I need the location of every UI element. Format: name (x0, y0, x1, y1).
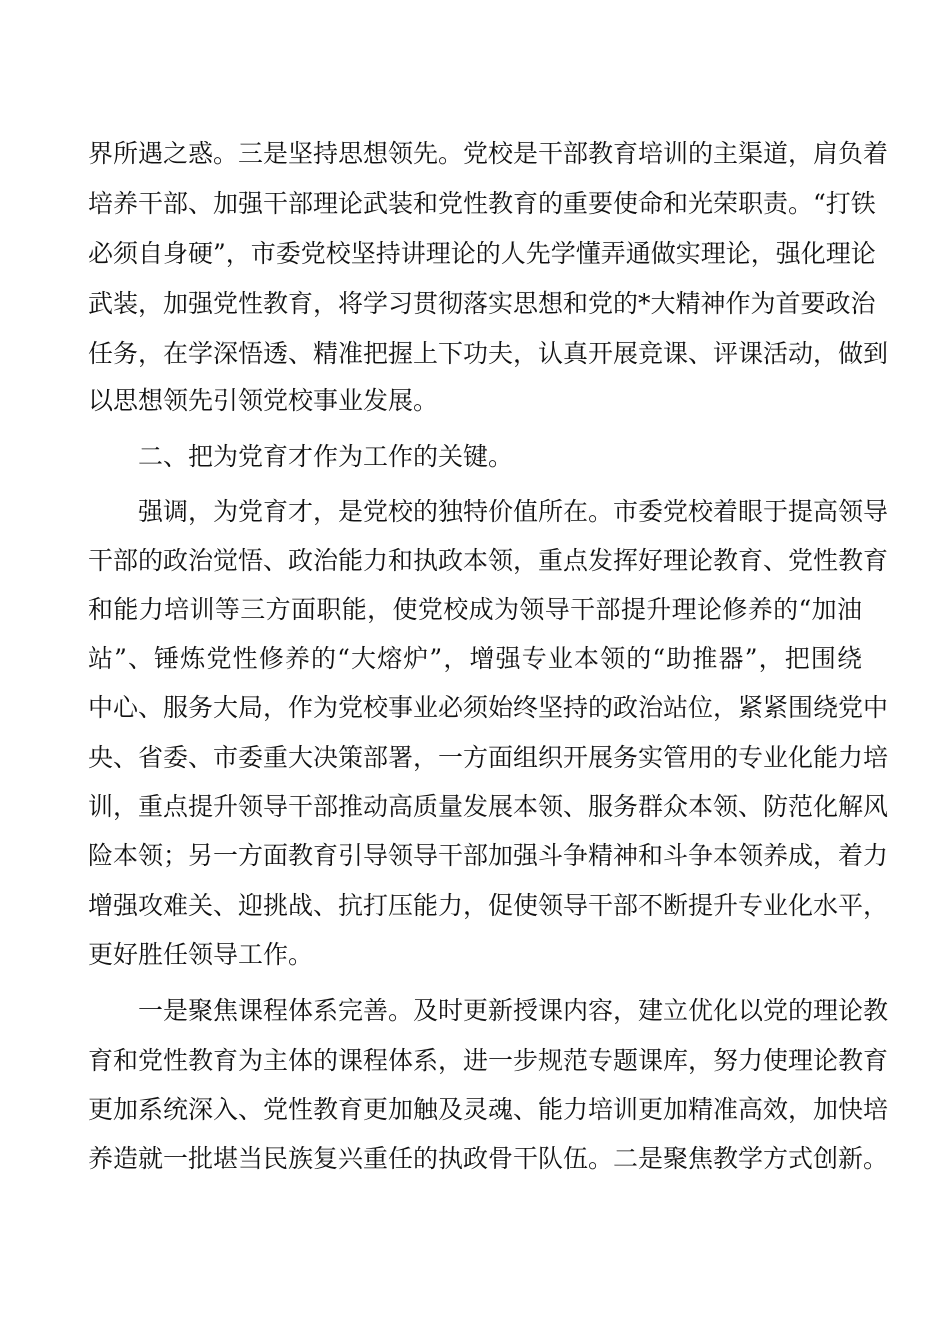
text-line: 险本领；另一方面教育引导领导干部加强斗争精神和斗争本领养成，着力 (88, 841, 889, 870)
text-line: 强调，为党育才，是党校的独特价值所在。市委党校着眼于提高领导 (138, 497, 889, 526)
text-line: 界所遇之惑。三是坚持思想领先。党校是干部教育培训的主渠道，肩负着 (88, 139, 889, 168)
text-line: 中心、服务大局，作为党校事业必须始终坚持的政治站位，紧紧围绕党中 (88, 693, 889, 722)
text-line: 央、省委、市委重大决策部署，一方面组织开展务实管用的专业化能力培 (88, 743, 889, 772)
text-line: 养造就一批堪当民族复兴重任的执政骨干队伍。二是聚焦教学方式创新。 (88, 1144, 889, 1173)
section-heading: 二、把为党育才作为工作的关键。 (138, 442, 514, 471)
text-line: 以思想领先引领党校事业发展。 (88, 386, 439, 415)
text-line: 更好胜任领导工作。 (88, 940, 314, 969)
text-line: 一是聚焦课程体系完善。及时更新授课内容，建立优化以党的理论教 (138, 996, 889, 1025)
text-line: 增强攻难关、迎挑战、抗打压能力，促使领导干部不断提升专业化水平， (88, 891, 889, 920)
text-line: 培养干部、加强干部理论武装和党性教育的重要使命和光荣职责。“打铁 (88, 189, 876, 218)
text-line: 武装，加强党性教育，将学习贯彻落实思想和党的*大精神作为首要政治 (88, 289, 876, 318)
text-line: 和能力培训等三方面职能，使党校成为领导干部提升理论修养的“加油 (88, 595, 862, 624)
text-line: 更加系统深入、党性教育更加触及灵魂、能力培训更加精准高效，加快培 (88, 1095, 889, 1124)
text-line: 育和党性教育为主体的课程体系，进一步规范专题课库，努力使理论教育 (88, 1046, 889, 1075)
text-line: 站”、锤炼党性修养的“大熔炉”，增强专业本领的“助推器”，把围绕 (88, 644, 862, 673)
text-line: 必须自身硬”，市委党校坚持讲理论的人先学懂弄通做实理论，强化理论 (88, 239, 876, 268)
text-line: 训，重点提升领导干部推动高质量发展本领、服务群众本领、防范化解风 (88, 792, 889, 821)
text-line: 干部的政治觉悟、政治能力和执政本领，重点发挥好理论教育、党性教育 (88, 546, 889, 575)
text-line: 任务，在学深悟透、精准把握上下功夫，认真开展竞课、评课活动，做到 (88, 339, 889, 368)
